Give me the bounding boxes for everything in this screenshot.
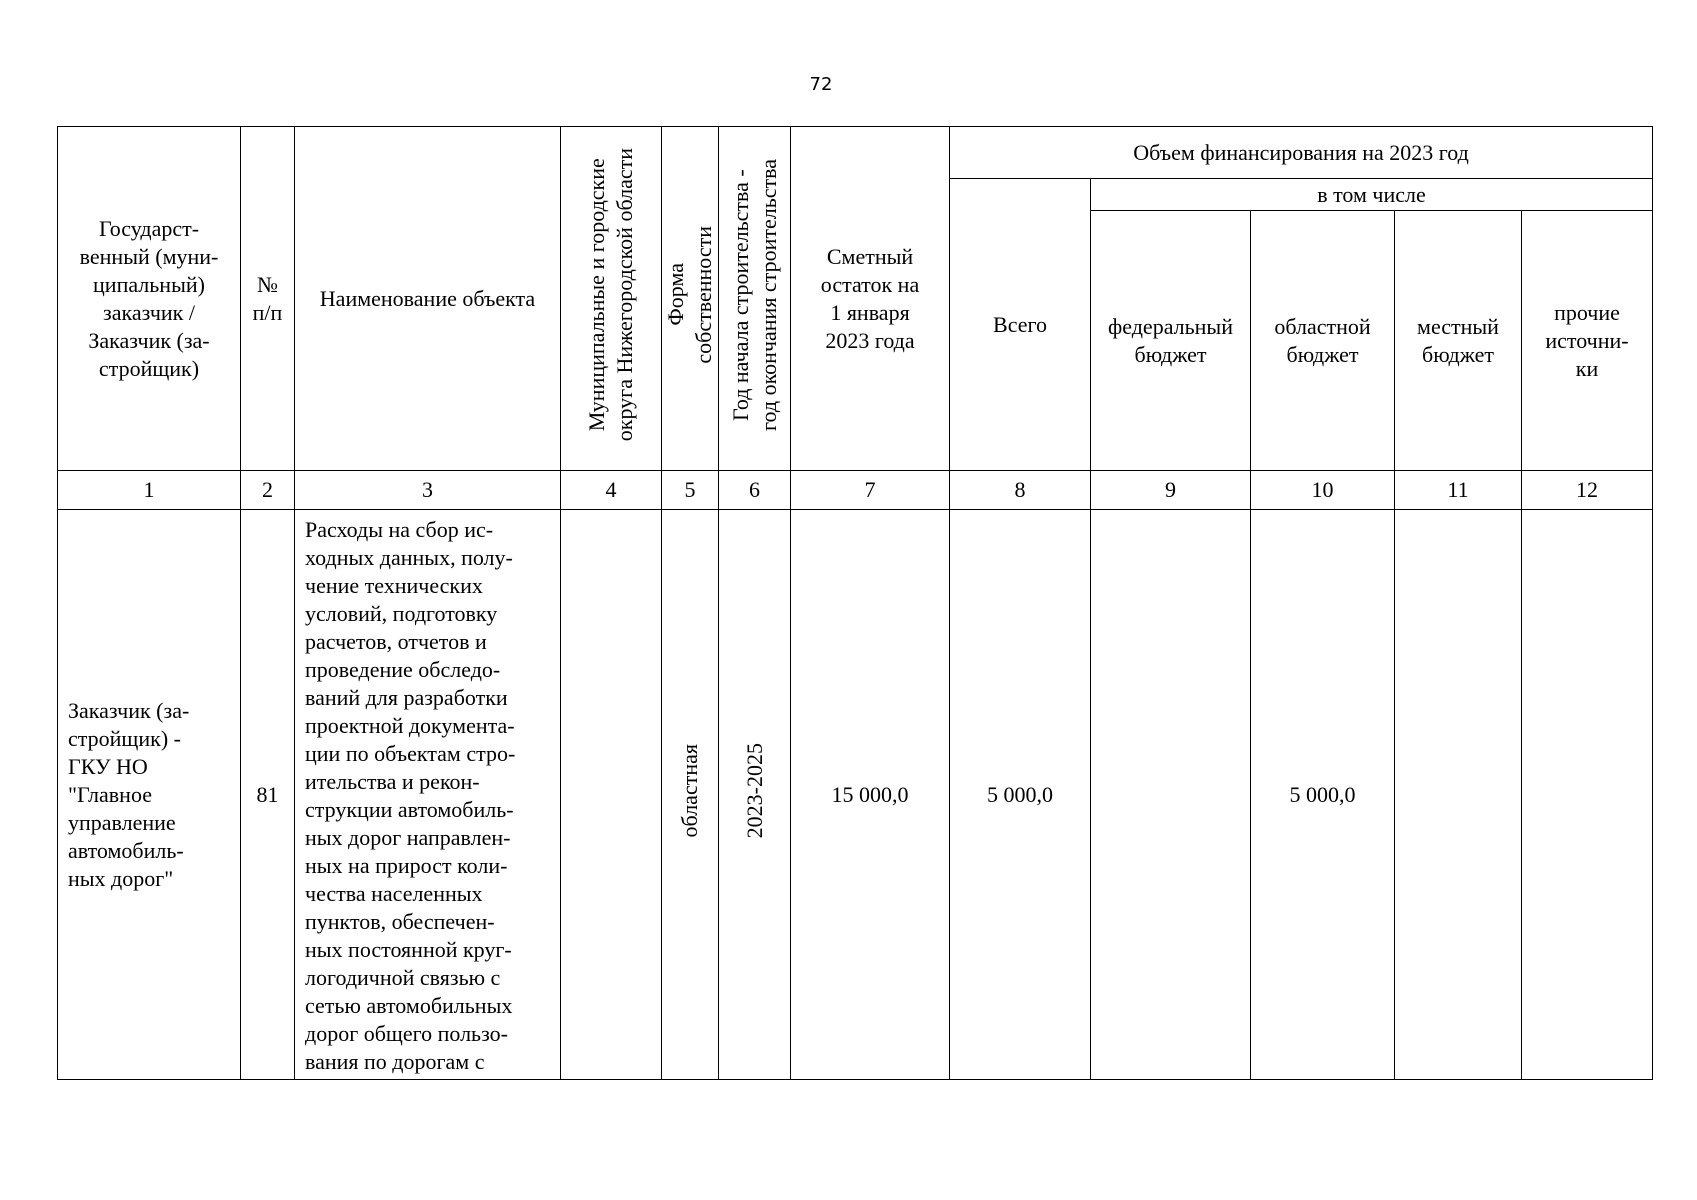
cell-federal-budget: [1091, 510, 1251, 1080]
cell-estimate-balance: 15 000,0: [791, 510, 950, 1080]
column-number: 6: [719, 471, 791, 510]
header-ownership: Форма собственности: [662, 127, 719, 471]
cell-customer: Заказчик (за- стройщик) - ГКУ НО "Главное управление автомобиль- ных дорог": [58, 510, 241, 1080]
column-number: 11: [1395, 471, 1522, 510]
financing-table: [57, 126, 1653, 1080]
column-number: 10: [1251, 471, 1395, 510]
cell-municipality: [561, 510, 662, 1080]
column-number: 1: [58, 471, 241, 510]
header-total: Всего: [950, 179, 1091, 471]
page-number: 72: [809, 74, 833, 95]
header-estimate-balance: Сметный остаток на 1 января 2023 года: [791, 127, 950, 471]
header-regional-budget: областной бюджет: [1251, 211, 1395, 471]
header-number: № п/п: [241, 127, 295, 471]
table-row: [58, 510, 1653, 1080]
header-federal-budget: федеральный бюджет: [1091, 211, 1251, 471]
header-including-group: в том числе: [1091, 179, 1653, 211]
header-construction-years: Год начала строительства - год окончания строительства: [719, 127, 791, 471]
header-financing-group: Объем финансирования на 2023 год: [950, 127, 1653, 179]
cell-ownership: областная: [662, 510, 719, 1080]
column-numbers-row: [58, 471, 1653, 510]
cell-other-sources: [1522, 510, 1653, 1080]
cell-years: 2023-2025: [719, 510, 791, 1080]
column-number: 4: [561, 471, 662, 510]
header-object-name: Наименование объекта: [295, 127, 561, 471]
cell-regional-budget: 5 000,0: [1251, 510, 1395, 1080]
column-number: 8: [950, 471, 1091, 510]
cell-total: 5 000,0: [950, 510, 1091, 1080]
header-other-sources: прочие источни- ки: [1522, 211, 1653, 471]
column-number: 7: [791, 471, 950, 510]
column-number: 12: [1522, 471, 1653, 510]
column-number: 5: [662, 471, 719, 510]
column-number: 3: [295, 471, 561, 510]
header-customer: Государст- венный (муни- ципальный) заказчик / Заказчик (за- стройщик): [58, 127, 241, 471]
header-municipality: Муниципальные и городские округа Нижегородской области: [561, 127, 662, 471]
header-local-budget: местный бюджет: [1395, 211, 1522, 471]
column-number: 9: [1091, 471, 1251, 510]
column-number: 2: [241, 471, 295, 510]
cell-number: 81: [241, 510, 295, 1080]
cell-local-budget: [1395, 510, 1522, 1080]
cell-object-name: Расходы на сбор ис- ходных данных, полу- чение технических условий, подготовку расчетов, отчетов и проведение обследо- ваний для разработки проектной документа- ции по объектам стро- ительства и рекон- струкции автомобиль- ных дорог направлен- ных на прирост коли- чества населенных пунктов, обеспечен- ных постоянной круг- логодичной связью с сетью автомобильных дорог общего пользо- вания по дорогам с: [295, 510, 561, 1080]
